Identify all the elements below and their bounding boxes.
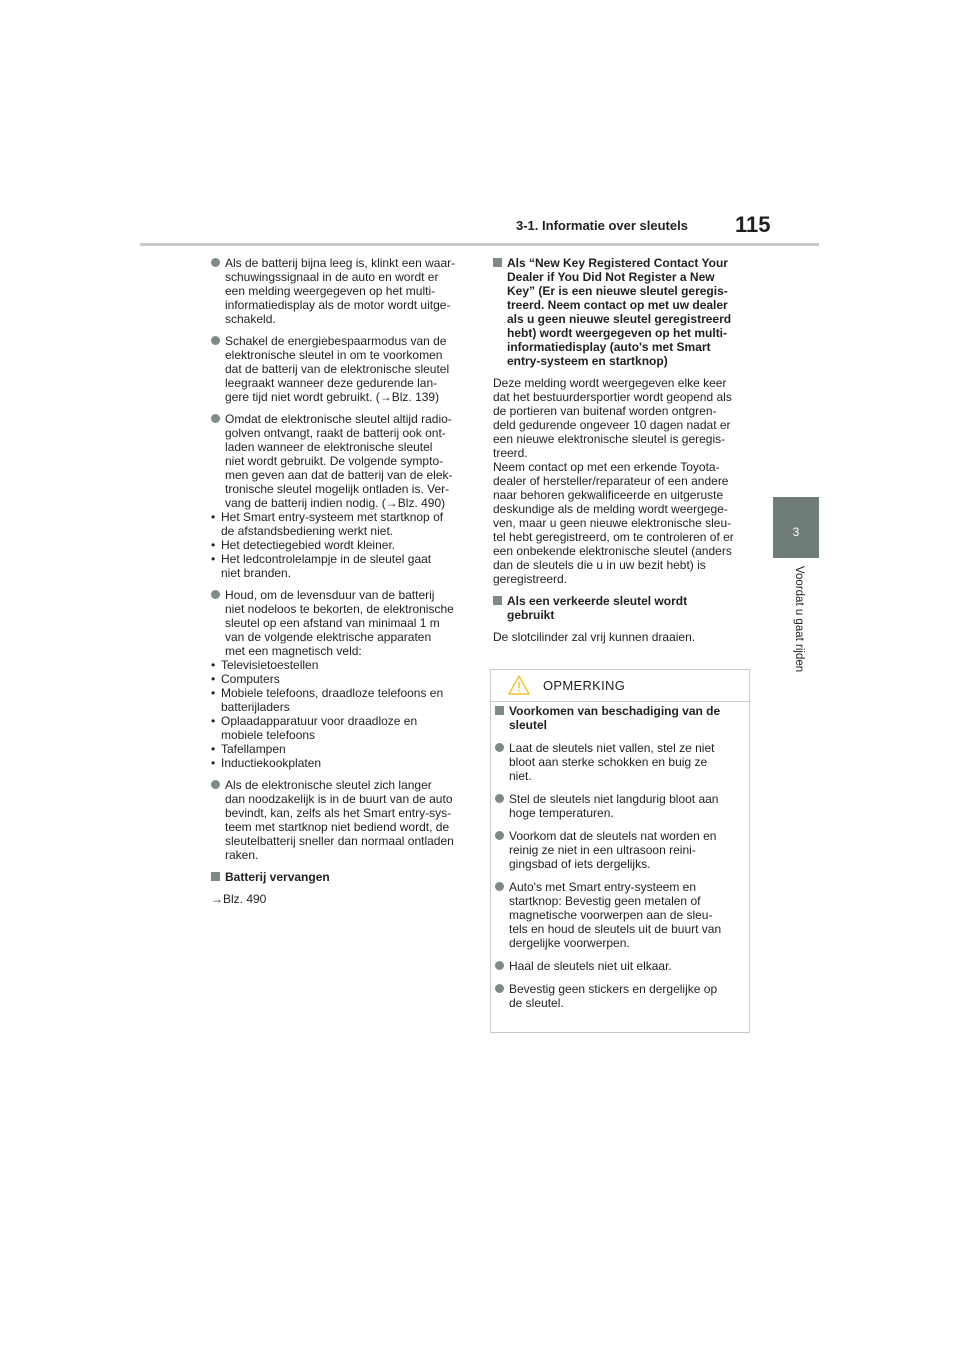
paragraph-text xyxy=(225,334,469,404)
text-line: dat de batterij van de elektronische sleutel xyxy=(225,362,450,376)
text-line: met een magnetisch veld: xyxy=(225,644,362,658)
warning-triangle-icon xyxy=(508,675,530,695)
text-line: sleutel op een afstand van minimaal 1 m xyxy=(225,616,440,630)
text-line: Als de batterij bijna leeg is, klinkt een waar- xyxy=(225,256,456,270)
text-line: sleutelbatterij sneller dan normaal ontladen xyxy=(225,834,454,848)
text-line: een onbekende elektronische sleutel (anders xyxy=(493,544,732,558)
text-line: niet wordt gebruikt. De volgende sympto- xyxy=(225,454,444,468)
text-line: • Inductiekookplaten xyxy=(221,756,322,770)
text-line: bevindt, kan, zelfs als het Smart entry-sys- xyxy=(225,806,452,820)
text-line: de sleutel. xyxy=(509,996,564,1010)
notice-title: OPMERKING xyxy=(543,678,626,693)
bullet-dot-icon xyxy=(495,743,504,752)
text-line: laden wanneer de elektronische sleutel xyxy=(225,440,433,454)
text-line: dat het bestuurdersportier wordt geopend als xyxy=(493,390,732,404)
header-divider xyxy=(140,243,819,246)
text-line: gere tijd niet wordt gebruikt. (→Blz. 139) xyxy=(225,390,440,404)
text-line: • Het ledcontrolelampje in de sleutel gaat xyxy=(221,552,432,566)
bullet-dot-icon xyxy=(495,831,504,840)
page-number: 115 xyxy=(735,212,771,237)
section-title: 3-1. Informatie over sleutels xyxy=(516,218,688,233)
text-line: informatiedisplay als de motor wordt uitge- xyxy=(225,298,451,312)
heading-wrong-key xyxy=(493,594,751,622)
text-line: schuwingssignaal in de auto en wordt er xyxy=(225,270,439,284)
heading-text xyxy=(507,594,751,622)
text-line: Haal de sleutels niet uit elkaar. xyxy=(509,959,672,973)
text-line: Houd, om de levensduur van de batterij xyxy=(225,588,435,602)
notice-body xyxy=(495,704,743,1019)
heading-text: Batterij vervangen xyxy=(225,870,330,884)
bullet-dot-icon xyxy=(211,780,220,789)
notice-item xyxy=(495,982,743,1010)
text-line: golven ontvangt, raakt de batterij ook ont- xyxy=(225,426,446,440)
heading-text xyxy=(509,704,743,732)
notice-item-text xyxy=(509,982,743,1010)
new-key-explanation xyxy=(493,376,751,586)
text-line: raken. xyxy=(225,848,259,862)
text-line: Deze melding wordt weergegeven elke keer xyxy=(493,376,727,390)
square-bullet-icon xyxy=(493,258,502,267)
list-item xyxy=(211,714,469,742)
symptom-list xyxy=(211,510,469,580)
chapter-label: Voordat u gaat rijden xyxy=(793,566,805,673)
text-line: als u geen nieuwe sleutel geregistreerd xyxy=(507,312,732,326)
bullet-dot-icon xyxy=(211,414,220,423)
text-line: vang de batterij indien nodig. (→Blz. 490) xyxy=(225,496,446,510)
bullet-dot-icon xyxy=(495,882,504,891)
text-line: gebruikt xyxy=(507,608,555,622)
bullet-dot-icon xyxy=(211,590,220,599)
text-line: tel hebt geregistreerd, om te controleren of er xyxy=(493,530,734,544)
text-line: elektronische sleutel in om te voorkomen xyxy=(225,348,443,362)
text-line: Voorkom dat de sleutels nat worden en xyxy=(509,829,717,843)
heading-battery-replace xyxy=(211,870,469,884)
square-bullet-icon xyxy=(493,596,502,605)
text-line: de portieren van buitenaf worden ontgren- xyxy=(493,404,717,418)
text-line: bloot aan sterke schokken en buig ze xyxy=(509,755,708,769)
text-line: • Computers xyxy=(221,672,280,686)
text-line: treerd. Neem contact op met uw dealer xyxy=(507,298,728,312)
text-line: Als “New Key Registered Contact Your xyxy=(507,256,728,270)
text-line: een melding weergegeven op het multi- xyxy=(225,284,436,298)
text-line: niet nodeloos te bekorten, de elektronische xyxy=(225,602,454,616)
text-line: • Het Smart entry-systeem met startknop of xyxy=(221,510,444,524)
text-line: Stel de sleutels niet langdurig bloot aan xyxy=(509,792,719,806)
text-line: naar behoren gekwalificeerde en uitgeruste xyxy=(493,488,724,502)
notice-item-text xyxy=(509,792,743,820)
paragraph-near-vehicle xyxy=(211,778,469,862)
text-line: dan noodzakelijk is in de buurt van de auto xyxy=(225,792,453,806)
text-line: dan de sleutels die u in uw bezit hebt) is xyxy=(493,558,706,572)
notice-box xyxy=(490,669,750,1033)
bullet-dot-icon xyxy=(495,984,504,993)
text-line: schakeld. xyxy=(225,312,276,326)
notice-item xyxy=(495,959,743,973)
list-item xyxy=(211,742,469,756)
text-line: tels en houd de sleutels uit de buurt van xyxy=(509,922,722,936)
list-item xyxy=(211,672,469,686)
text-line: magnetische voorwerpen aan de sleu- xyxy=(509,908,713,922)
text-line: batterijladers xyxy=(221,700,290,714)
text-line: Als een verkeerde sleutel wordt xyxy=(507,594,688,608)
text-line: dergelijke voorwerpen. xyxy=(509,936,630,950)
paragraph-text xyxy=(225,778,469,862)
text-line: informatiedisplay (auto's met Smart xyxy=(507,340,711,354)
text-line: Neem contact op met een erkende Toyota- xyxy=(493,460,720,474)
notice-items xyxy=(495,741,743,1010)
text-line: een nieuwe elektronische sleutel is geregis- xyxy=(493,432,726,446)
text-line: Auto's met Smart entry-systeem en xyxy=(509,880,697,894)
heading-new-key-registered xyxy=(493,256,751,368)
text-line: dealer of hersteller/reparateur of een andere xyxy=(493,474,729,488)
text-line: hebt) wordt weergegeven op het multi- xyxy=(507,326,728,340)
text-line: deld gedurende ongeveer 10 dagen nadat er xyxy=(493,418,731,432)
text-line: niet branden. xyxy=(221,566,292,580)
list-item xyxy=(211,538,469,552)
notice-item-text xyxy=(509,959,743,973)
paragraph-text xyxy=(225,256,469,326)
text-line: Bevestig geen stickers en dergelijke op xyxy=(509,982,718,996)
left-column xyxy=(211,256,469,914)
text-line: Dealer if You Did Not Register a New xyxy=(507,270,715,284)
text-line: Schakel de energiebespaarmodus van de xyxy=(225,334,447,348)
notice-header xyxy=(491,670,749,702)
text-line: niet. xyxy=(509,769,532,783)
text-line: ven, maar u geen nieuwe elektronische sleu- xyxy=(493,516,732,530)
text-line: men geven aan dat de batterij van de elek- xyxy=(225,468,453,482)
text-line: gingsbad of iets dergelijks. xyxy=(509,857,651,871)
paragraph-keep-distance xyxy=(211,588,469,770)
notice-heading xyxy=(495,704,743,732)
bullet-dot-icon xyxy=(495,961,504,970)
bullet-dot-icon xyxy=(211,258,220,267)
paragraph-text xyxy=(225,588,469,658)
list-item xyxy=(211,552,469,580)
notice-item xyxy=(495,741,743,783)
list-item xyxy=(211,658,469,672)
notice-item xyxy=(495,829,743,871)
text-line: entry-systeem en startknop) xyxy=(507,354,668,368)
text-line: Key” (Er is een nieuwe sleutel geregis- xyxy=(507,284,728,298)
notice-item xyxy=(495,792,743,820)
text-line: Laat de sleutels niet vallen, stel ze niet xyxy=(509,741,715,755)
paragraph-radio-waves xyxy=(211,412,469,580)
bullet-dot-icon xyxy=(495,794,504,803)
text-line: • Oplaadapparatuur voor draadloze en xyxy=(221,714,418,728)
heading-text xyxy=(507,256,751,368)
text-line: reinig ze niet in een ultrasoon reini- xyxy=(509,843,696,857)
right-column xyxy=(493,256,751,652)
paragraph-text xyxy=(225,412,469,510)
square-bullet-icon xyxy=(495,706,504,715)
list-item xyxy=(211,756,469,770)
list-item xyxy=(211,510,469,538)
text-line: van de volgende elektrische apparaten xyxy=(225,630,432,644)
notice-item-text xyxy=(509,829,743,871)
text-line: sleutel xyxy=(509,718,548,732)
text-line: • Mobiele telefoons, draadloze telefoons en xyxy=(221,686,444,700)
text-line: hoge temperaturen. xyxy=(509,806,614,820)
text-line: startknop: Bevestig geen metalen of xyxy=(509,894,701,908)
text-line: • Tafellampen xyxy=(221,742,286,756)
paragraph-energy-saving xyxy=(211,334,469,404)
list-item xyxy=(211,686,469,714)
text-line: teem met startknop niet bediend wordt, de xyxy=(225,820,450,834)
text-line: Als de elektronische sleutel zich langer xyxy=(225,778,432,792)
text-line: geregistreerd. xyxy=(493,572,568,586)
text-line: mobiele telefoons xyxy=(221,728,316,742)
text-line: deskundige als de melding wordt weergege- xyxy=(493,502,728,516)
notice-item xyxy=(495,880,743,950)
text-line: • Televisietoestellen xyxy=(221,658,319,672)
text-line: tronische sleutel mogelijk ontladen is. Ver- xyxy=(225,482,450,496)
text-line: de afstandsbediening werkt niet. xyxy=(221,524,394,538)
text-line: • Het detectiegebied wordt kleiner. xyxy=(221,538,396,552)
notice-item-text xyxy=(509,880,743,950)
appliance-list xyxy=(211,658,469,770)
text-line: Omdat de elektronische sleutel altijd radio- xyxy=(225,412,452,426)
square-bullet-icon xyxy=(211,872,220,881)
text-line: Voorkomen van beschadiging van de xyxy=(509,704,721,718)
text-line: leegraakt wanneer deze gedurende lan- xyxy=(225,376,438,390)
wrong-key-explanation: De slotcilinder zal vrij kunnen draaien. xyxy=(493,630,696,644)
bullet-dot-icon xyxy=(211,336,220,345)
page-reference-link[interactable]: →Blz. 490 xyxy=(211,892,267,906)
text-line: treerd. xyxy=(493,446,528,460)
notice-item-text xyxy=(509,741,743,783)
paragraph-battery-low xyxy=(211,256,469,326)
chapter-tab[interactable]: 3 xyxy=(773,497,819,558)
